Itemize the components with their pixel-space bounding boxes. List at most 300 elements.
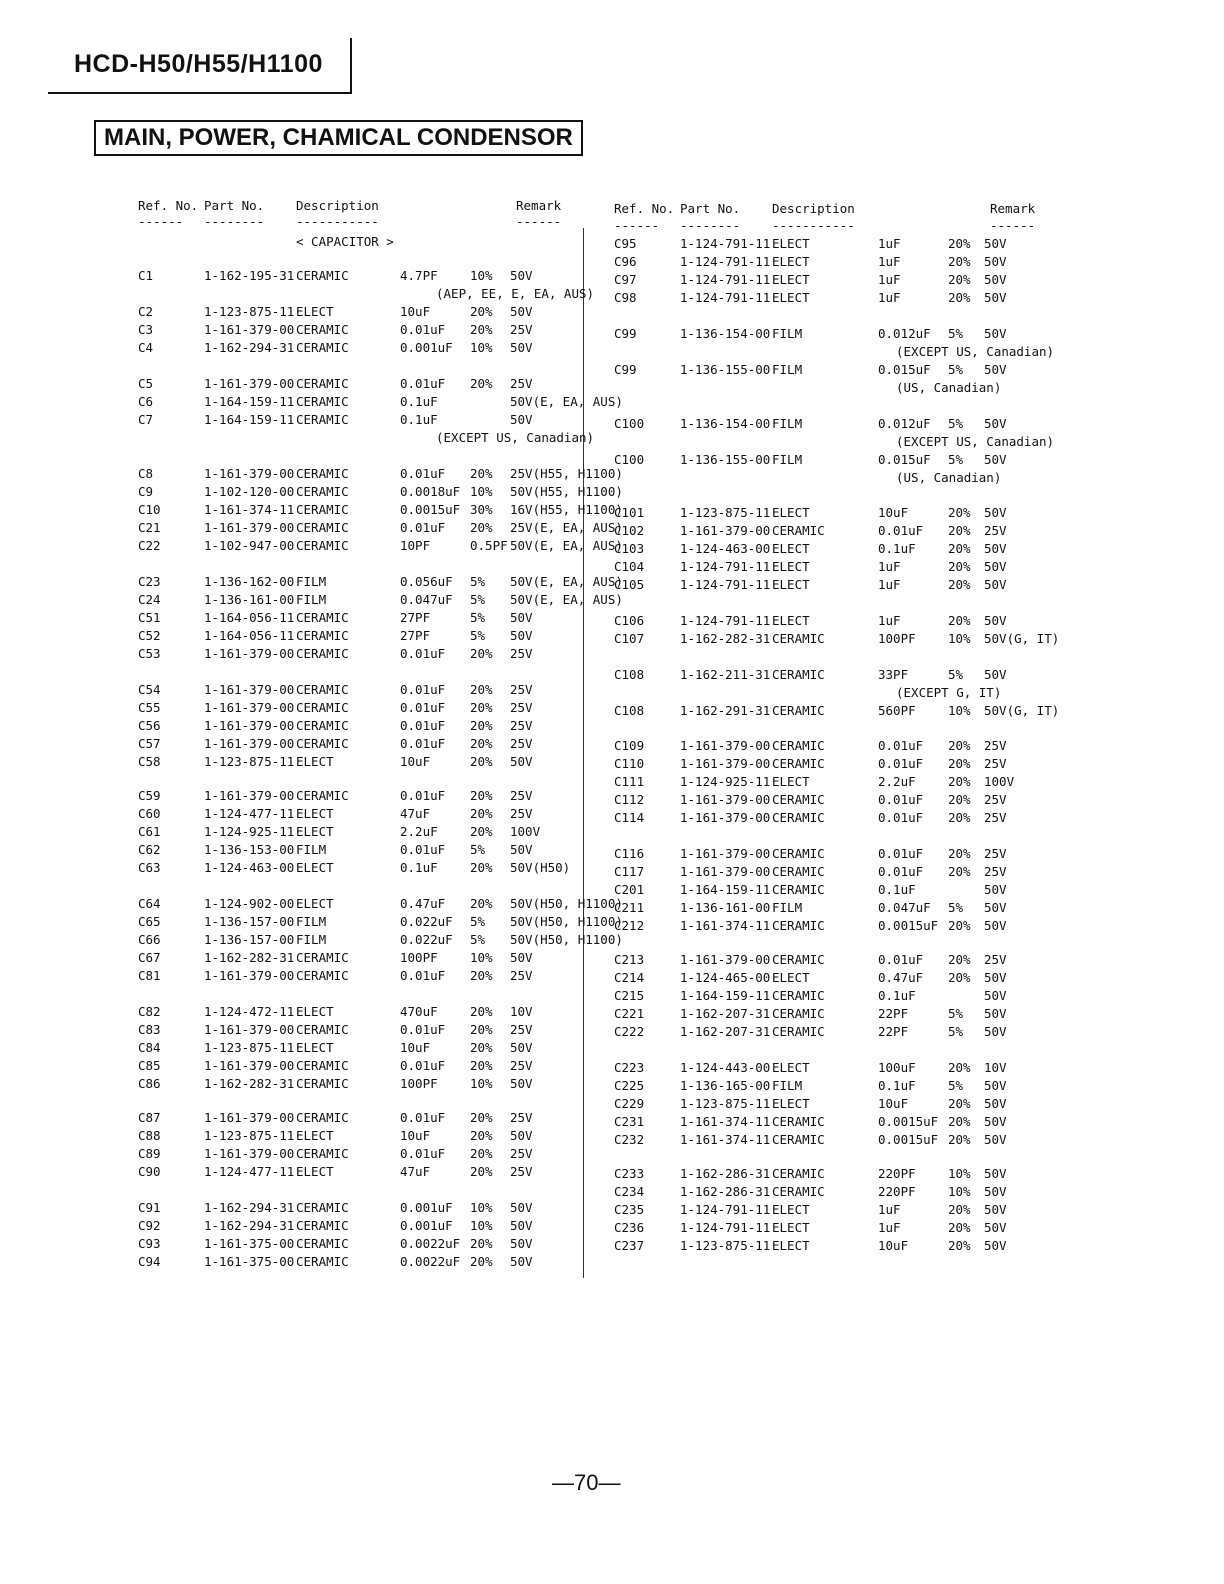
cell-desc: ELECT [296, 824, 334, 839]
cell-tol: 20% [470, 788, 493, 803]
cell-desc: CERAMIC [296, 1254, 349, 1269]
cell-ref: C23 [138, 574, 161, 589]
cell-tol: 20% [948, 505, 971, 520]
cell-rem: 50V [510, 950, 533, 965]
cell-part: 1-123-875-11 [680, 1238, 771, 1253]
cell-desc: ELECT [772, 541, 810, 556]
cell-tol: 20% [470, 304, 493, 319]
cell-tol: 20% [470, 1110, 493, 1125]
cell-val: 2.2uF [400, 824, 438, 839]
cell-desc: CERAMIC [772, 810, 825, 825]
title-vertical-rule [350, 38, 352, 94]
cell-val: 0.01uF [400, 682, 446, 697]
cell-tol: 20% [470, 1128, 493, 1143]
cell-desc: FILM [772, 326, 803, 341]
cell-desc: ELECT [772, 774, 810, 789]
cell-tol: 5% [470, 574, 486, 589]
cell-desc: FILM [296, 914, 327, 929]
cell-val: 1uF [878, 577, 901, 592]
cell-desc: CERAMIC [296, 646, 349, 661]
cell-desc: CERAMIC [772, 523, 825, 538]
cell-val: 0.0018uF [400, 484, 461, 499]
cell-tol: 20% [948, 810, 971, 825]
part-rule: -------- [680, 218, 741, 233]
cell-part: 1-124-791-11 [680, 254, 771, 269]
cell-ref: C108 [614, 667, 645, 682]
cell-rem: 50V(E, EA, AUS) [510, 574, 623, 589]
ref-header: Ref. No. [614, 201, 675, 216]
cell-rem: 25V [510, 682, 533, 697]
cell-ref: C99 [614, 326, 637, 341]
cell-desc: FILM [296, 932, 327, 947]
part-header: Part No. [204, 198, 265, 213]
cell-desc: CERAMIC [296, 322, 349, 337]
cell-val: 0.01uF [878, 810, 924, 825]
desc-header: Description [772, 201, 855, 216]
cell-ref: C236 [614, 1220, 645, 1235]
cell-val: 0.1uF [400, 412, 438, 427]
cell-tol: 20% [948, 918, 971, 933]
cell-rem: 25V [984, 810, 1007, 825]
desc-rule: ----------- [772, 218, 855, 233]
cell-rem: 50V [984, 541, 1007, 556]
cell-tol: 5% [948, 900, 964, 915]
cell-val: 1uF [878, 1220, 901, 1235]
cell-tol: 20% [948, 846, 971, 861]
cell-tol: 10% [948, 631, 971, 646]
cell-desc: CERAMIC [296, 1058, 349, 1073]
cell-val: 1uF [878, 290, 901, 305]
cell-val: 0.01uF [878, 846, 924, 861]
cell-rem: 50V [984, 970, 1007, 985]
cell-desc: ELECT [772, 1202, 810, 1217]
cell-desc: ELECT [772, 1238, 810, 1253]
cell-ref: C58 [138, 754, 161, 769]
cell-val: 0.01uF [400, 520, 446, 535]
cell-ref: C98 [614, 290, 637, 305]
cell-desc: CERAMIC [296, 968, 349, 983]
cell-part: 1-162-207-31 [680, 1024, 771, 1039]
cell-rem: 25V(E, EA, AUS) [510, 520, 623, 535]
cell-desc: FILM [772, 362, 803, 377]
cell-part: 1-136-162-00 [204, 574, 295, 589]
cell-val: 220PF [878, 1166, 916, 1181]
cell-val: 27PF [400, 628, 431, 643]
cell-val: 1uF [878, 272, 901, 287]
cell-part: 1-161-379-00 [680, 756, 771, 771]
cell-desc: CERAMIC [772, 988, 825, 1003]
cell-ref: C3 [138, 322, 154, 337]
cell-desc: CERAMIC [296, 466, 349, 481]
cell-rem: 50V [510, 304, 533, 319]
cell-part: 1-102-120-00 [204, 484, 295, 499]
cell-tol: 10% [470, 340, 493, 355]
cell-tol: 20% [948, 577, 971, 592]
cell-part: 1-162-211-31 [680, 667, 771, 682]
cell-ref: C114 [614, 810, 645, 825]
cell-tol: 10% [948, 1166, 971, 1181]
cell-val: 0.001uF [400, 1200, 453, 1215]
part-rule: -------- [204, 214, 265, 229]
cell-rem: 16V(H55, H1100) [510, 502, 623, 517]
cell-desc: CERAMIC [296, 1146, 349, 1161]
cell-part: 1-123-875-11 [204, 1040, 295, 1055]
cell-part: 1-161-379-00 [680, 810, 771, 825]
cell-desc: ELECT [296, 304, 334, 319]
cell-part: 1-161-379-00 [204, 1022, 295, 1037]
cell-tol: 20% [470, 466, 493, 481]
cell-part: 1-124-791-11 [680, 272, 771, 287]
cell-tol: 5% [470, 842, 486, 857]
cell-rem: 50V [984, 577, 1007, 592]
cell-rem: 50V [984, 988, 1007, 1003]
cell-part: 1-161-379-00 [204, 646, 295, 661]
cell-part: 1-161-379-00 [680, 738, 771, 753]
cell-rem: 50V(H50) [510, 860, 571, 875]
cell-desc: ELECT [296, 1164, 334, 1179]
cell-ref: C82 [138, 1004, 161, 1019]
cell-rem: 50V [984, 452, 1007, 467]
cell-part: 1-124-463-00 [680, 541, 771, 556]
cell-tol: 20% [470, 1164, 493, 1179]
cell-rem: 50V(G, IT) [984, 631, 1060, 646]
cell-ref: C222 [614, 1024, 645, 1039]
cell-desc: CERAMIC [296, 718, 349, 733]
cell-ref: C9 [138, 484, 154, 499]
cell-tol: 10% [948, 703, 971, 718]
cell-ref: C111 [614, 774, 645, 789]
cell-rem: 25V [510, 1058, 533, 1073]
page-number: —70— [552, 1470, 621, 1495]
cell-rem: 25V [984, 792, 1007, 807]
cell-part: 1-123-875-11 [204, 1128, 295, 1143]
cell-ref: C232 [614, 1132, 645, 1147]
cell-ref: C221 [614, 1006, 645, 1021]
cell-part: 1-162-294-31 [204, 340, 295, 355]
cell-ref: C65 [138, 914, 161, 929]
cell-rem: 25V [984, 738, 1007, 753]
title-underline [48, 92, 352, 94]
cell-part: 1-161-379-00 [204, 322, 295, 337]
cell-desc: FILM [296, 592, 327, 607]
cell-part: 1-161-379-00 [204, 466, 295, 481]
cell-rem: 50V [510, 1076, 533, 1091]
cell-rem: 50V [510, 754, 533, 769]
cell-val: 0.47uF [400, 896, 446, 911]
cell-tol: 5% [948, 667, 964, 682]
cell-desc: ELECT [772, 1096, 810, 1111]
cell-ref: C66 [138, 932, 161, 947]
cell-rem: 25V [984, 952, 1007, 967]
cell-part: 1-136-165-00 [680, 1078, 771, 1093]
cell-tol: 20% [948, 1096, 971, 1111]
cell-tol: 20% [948, 1220, 971, 1235]
cell-ref: C10 [138, 502, 161, 517]
cell-tol: 30% [470, 502, 493, 517]
cell-desc: CERAMIC [772, 952, 825, 967]
cell-tol: 5% [470, 914, 486, 929]
cell-part: 1-136-153-00 [204, 842, 295, 857]
cell-tol: 20% [948, 756, 971, 771]
cell-ref: C116 [614, 846, 645, 861]
cell-rem: 50V [510, 610, 533, 625]
cell-rem: 50V [984, 1220, 1007, 1235]
cell-ref: C107 [614, 631, 645, 646]
cell-tol: 20% [948, 864, 971, 879]
ref-header: Ref. No. [138, 198, 199, 213]
cell-part: 1-136-155-00 [680, 362, 771, 377]
cell-val: 0.01uF [878, 952, 924, 967]
cell-desc: ELECT [772, 1220, 810, 1235]
cell-part: 1-124-791-11 [680, 559, 771, 574]
cell-ref: C21 [138, 520, 161, 535]
cell-rem: 25V [984, 864, 1007, 879]
cell-ref: C22 [138, 538, 161, 553]
cell-desc: CERAMIC [296, 376, 349, 391]
cell-desc: ELECT [772, 236, 810, 251]
row-note: (US, Canadian) [896, 380, 1002, 395]
cell-ref: C231 [614, 1114, 645, 1129]
cell-desc: CERAMIC [772, 667, 825, 682]
cell-val: 0.01uF [400, 718, 446, 733]
cell-desc: FILM [296, 842, 327, 857]
cell-ref: C64 [138, 896, 161, 911]
cell-part: 1-123-875-11 [680, 1096, 771, 1111]
cell-desc: CERAMIC [296, 484, 349, 499]
cell-ref: C215 [614, 988, 645, 1003]
cell-val: 0.01uF [400, 968, 446, 983]
cell-rem: 50V [984, 1184, 1007, 1199]
cell-val: 0.1uF [400, 860, 438, 875]
cell-desc: FILM [772, 1078, 803, 1093]
cell-val: 1uF [878, 236, 901, 251]
cell-desc: ELECT [772, 970, 810, 985]
cell-val: 0.01uF [400, 322, 446, 337]
cell-part: 1-161-375-00 [204, 1236, 295, 1251]
cell-val: 0.0015uF [400, 502, 461, 517]
cell-part: 1-136-161-00 [204, 592, 295, 607]
cell-val: 47uF [400, 1164, 431, 1179]
cell-ref: C57 [138, 736, 161, 751]
cell-tol: 10% [948, 1184, 971, 1199]
cell-ref: C54 [138, 682, 161, 697]
cell-part: 1-124-465-00 [680, 970, 771, 985]
cell-ref: C101 [614, 505, 645, 520]
cell-desc: CERAMIC [772, 882, 825, 897]
cell-tol: 20% [470, 322, 493, 337]
cell-ref: C51 [138, 610, 161, 625]
row-note: (EXCEPT G, IT) [896, 685, 1002, 700]
cell-rem: 50V [984, 290, 1007, 305]
cell-ref: C235 [614, 1202, 645, 1217]
cell-desc: ELECT [772, 1060, 810, 1075]
cell-desc: ELECT [772, 577, 810, 592]
cell-ref: C91 [138, 1200, 161, 1215]
cell-ref: C117 [614, 864, 645, 879]
cell-rem: 50V [984, 1096, 1007, 1111]
cell-val: 0.1uF [878, 988, 916, 1003]
cell-part: 1-136-154-00 [680, 416, 771, 431]
cell-desc: CERAMIC [296, 700, 349, 715]
cell-part: 1-124-791-11 [680, 1202, 771, 1217]
cell-tol: 20% [948, 541, 971, 556]
cell-val: 0.01uF [400, 842, 446, 857]
cell-val: 0.01uF [878, 523, 924, 538]
cell-desc: CERAMIC [772, 1114, 825, 1129]
cell-part: 1-161-374-11 [680, 1114, 771, 1129]
cell-tol: 20% [948, 738, 971, 753]
row-note: (AEP, EE, E, EA, AUS) [436, 286, 595, 301]
cell-tol: 5% [948, 416, 964, 431]
cell-tol: 20% [470, 896, 493, 911]
cell-ref: C211 [614, 900, 645, 915]
cell-part: 1-161-379-00 [204, 700, 295, 715]
cell-val: 0.1uF [400, 394, 438, 409]
cell-rem: 25V [510, 806, 533, 821]
cell-val: 0.01uF [400, 700, 446, 715]
cell-rem: 10V [984, 1060, 1007, 1075]
cell-rem: 25V [510, 1022, 533, 1037]
cell-part: 1-124-472-11 [204, 1004, 295, 1019]
cell-rem: 50V [984, 1024, 1007, 1039]
cell-val: 0.01uF [400, 1022, 446, 1037]
cell-desc: CERAMIC [296, 520, 349, 535]
cell-desc: CERAMIC [296, 950, 349, 965]
cell-part: 1-161-379-00 [204, 520, 295, 535]
cell-rem: 50V [510, 842, 533, 857]
cell-val: 0.047uF [878, 900, 931, 915]
cell-desc: ELECT [772, 613, 810, 628]
cell-desc: CERAMIC [772, 1184, 825, 1199]
cell-desc: CERAMIC [772, 756, 825, 771]
cell-part: 1-162-294-31 [204, 1200, 295, 1215]
cell-desc: ELECT [296, 896, 334, 911]
column-divider [583, 228, 584, 1278]
cell-part: 1-161-379-00 [204, 1146, 295, 1161]
cell-val: 0.001uF [400, 1218, 453, 1233]
cell-tol: 20% [948, 1060, 971, 1075]
cell-ref: C89 [138, 1146, 161, 1161]
cell-val: 10uF [400, 1128, 431, 1143]
cell-tol: 20% [948, 254, 971, 269]
cell-part: 1-136-155-00 [680, 452, 771, 467]
cell-val: 0.01uF [400, 646, 446, 661]
cell-desc: ELECT [772, 254, 810, 269]
cell-rem: 50V [510, 1200, 533, 1215]
cell-part: 1-164-056-11 [204, 628, 295, 643]
cell-rem: 50V [984, 1078, 1007, 1093]
cell-tol: 20% [470, 824, 493, 839]
cell-tol: 20% [470, 1022, 493, 1037]
cell-part: 1-161-374-11 [680, 918, 771, 933]
cell-rem: 25V [984, 756, 1007, 771]
cell-part: 1-136-161-00 [680, 900, 771, 915]
cell-val: 10uF [878, 505, 909, 520]
cell-tol: 5% [948, 1078, 964, 1093]
cell-val: 0.1uF [878, 882, 916, 897]
cell-ref: C88 [138, 1128, 161, 1143]
cell-part: 1-161-374-11 [680, 1132, 771, 1147]
cell-desc: ELECT [772, 290, 810, 305]
cell-desc: CERAMIC [296, 1110, 349, 1125]
cell-desc: CERAMIC [296, 682, 349, 697]
cell-desc: CERAMIC [772, 1024, 825, 1039]
cell-desc: CERAMIC [772, 631, 825, 646]
section-title: MAIN, POWER, CHAMICAL CONDENSOR [94, 120, 583, 156]
cell-part: 1-161-379-00 [204, 1058, 295, 1073]
cell-ref: C99 [614, 362, 637, 377]
cell-desc: CERAMIC [772, 1006, 825, 1021]
cell-ref: C52 [138, 628, 161, 643]
cell-val: 10uF [400, 304, 431, 319]
cell-rem: 25V(H55, H1100) [510, 466, 623, 481]
cell-val: 0.0015uF [878, 1132, 939, 1147]
cell-desc: CERAMIC [296, 412, 349, 427]
cell-rem: 25V [510, 736, 533, 751]
cell-val: 10uF [400, 754, 431, 769]
cell-ref: C61 [138, 824, 161, 839]
cell-rem: 50V [510, 1254, 533, 1269]
cell-tol: 20% [948, 1132, 971, 1147]
cell-part: 1-136-157-00 [204, 914, 295, 929]
cell-part: 1-123-875-11 [680, 505, 771, 520]
cell-desc: ELECT [296, 754, 334, 769]
cell-tol: 20% [948, 523, 971, 538]
cell-rem: 25V [510, 1146, 533, 1161]
cell-tol: 20% [948, 272, 971, 287]
cell-part: 1-162-291-31 [680, 703, 771, 718]
cell-val: 1uF [878, 613, 901, 628]
cell-part: 1-162-282-31 [680, 631, 771, 646]
cell-val: 470uF [400, 1004, 438, 1019]
cell-part: 1-124-925-11 [204, 824, 295, 839]
cell-part: 1-136-154-00 [680, 326, 771, 341]
cell-val: 0.1uF [878, 541, 916, 556]
cell-ref: C24 [138, 592, 161, 607]
cell-desc: CERAMIC [296, 502, 349, 517]
cell-val: 0.01uF [400, 1146, 446, 1161]
cell-rem: 25V [510, 1110, 533, 1125]
desc-rule: ----------- [296, 214, 379, 229]
cell-rem: 50V(H50, H1100) [510, 914, 623, 929]
cell-val: 0.001uF [400, 340, 453, 355]
cell-desc: CERAMIC [772, 792, 825, 807]
cell-ref: C108 [614, 703, 645, 718]
cell-tol: 20% [470, 376, 493, 391]
cell-desc: ELECT [296, 860, 334, 875]
cell-ref: C102 [614, 523, 645, 538]
cell-ref: C7 [138, 412, 154, 427]
cell-ref: C59 [138, 788, 161, 803]
cell-val: 4.7PF [400, 268, 438, 283]
cell-part: 1-161-379-00 [204, 718, 295, 733]
cell-ref: C212 [614, 918, 645, 933]
cell-ref: C110 [614, 756, 645, 771]
cell-val: 0.01uF [878, 864, 924, 879]
cell-part: 1-124-925-11 [680, 774, 771, 789]
cell-part: 1-164-159-11 [204, 394, 295, 409]
cell-rem: 50V [984, 416, 1007, 431]
cell-part: 1-124-477-11 [204, 1164, 295, 1179]
cell-desc: ELECT [296, 1040, 334, 1055]
cell-rem: 50V [984, 1114, 1007, 1129]
cell-ref: C105 [614, 577, 645, 592]
cell-rem: 50V [984, 236, 1007, 251]
cell-rem: 50V [510, 1218, 533, 1233]
cell-desc: CERAMIC [296, 394, 349, 409]
cell-tol: 20% [948, 952, 971, 967]
row-note: (US, Canadian) [896, 470, 1002, 485]
